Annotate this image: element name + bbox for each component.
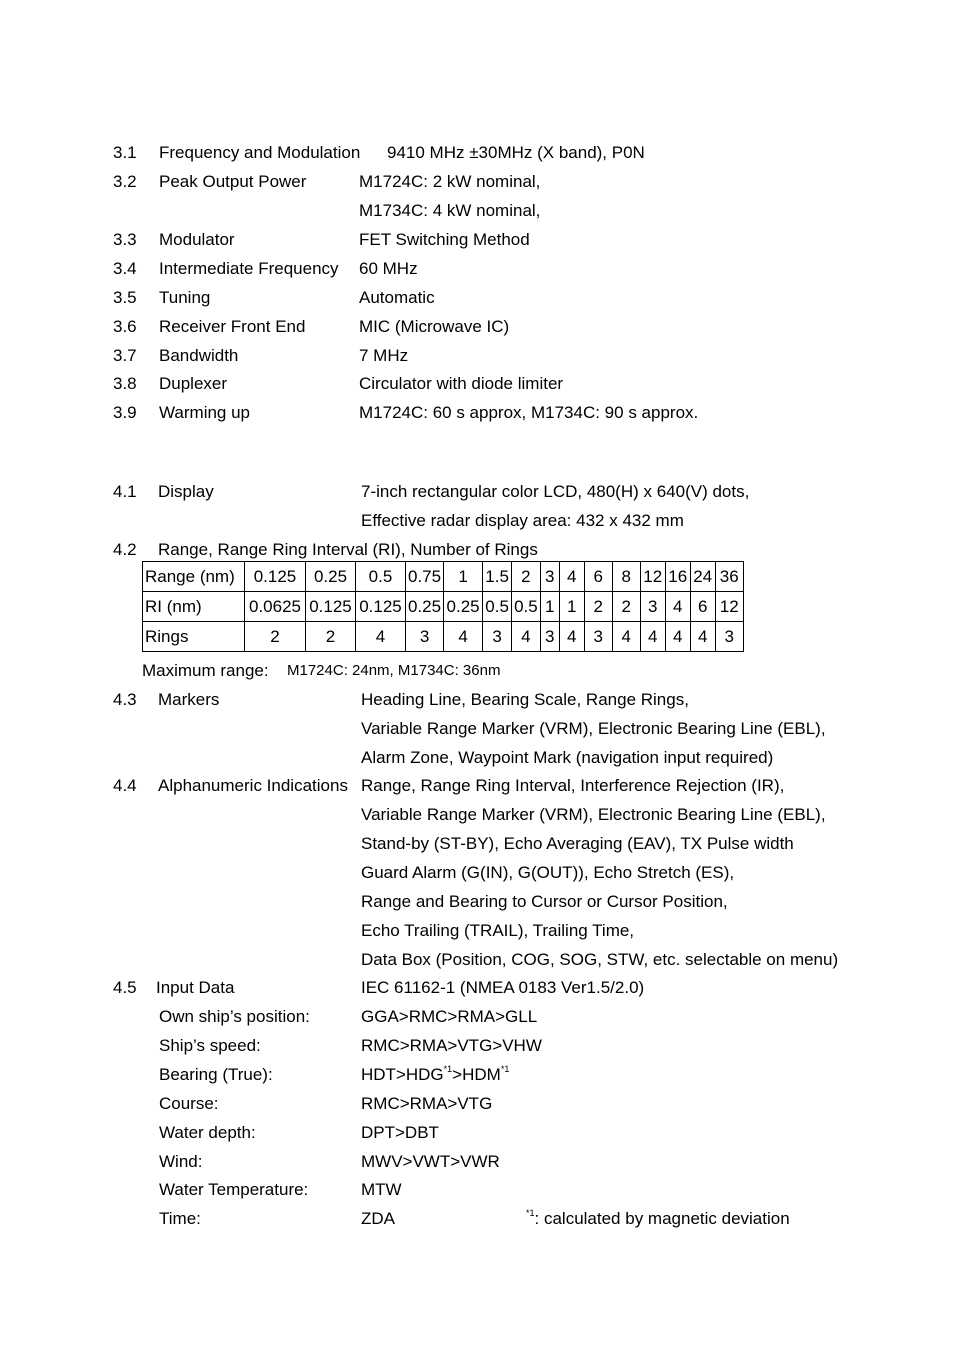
- max-range-value: M1724C: 24nm, M1734C: 36nm: [287, 662, 501, 679]
- spec-label: Input Data: [156, 978, 235, 997]
- table-cell: 4: [665, 592, 690, 622]
- table-cell: 4: [690, 622, 715, 652]
- spec-value: Guard Alarm (G(IN), G(OUT)), Echo Stretch (ES),: [361, 863, 735, 882]
- row-header: RI (nm): [143, 592, 245, 622]
- spec-label: Bandwidth: [159, 346, 239, 365]
- table-cell: 0.5: [356, 562, 406, 592]
- spec-label: Markers: [158, 690, 220, 709]
- input-value: RMC>RMA>VTG: [361, 1094, 493, 1113]
- spec-value: Heading Line, Bearing Scale, Range Rings,: [361, 690, 689, 709]
- input-value: MWV>VWT>VWR: [361, 1152, 500, 1171]
- table-cell: 0.5: [512, 592, 541, 622]
- table-cell: 4: [665, 622, 690, 652]
- table-cell: 4: [559, 562, 584, 592]
- range-table: [142, 561, 744, 652]
- spec-number: 4.3: [113, 690, 137, 709]
- footnote: [526, 1209, 790, 1229]
- input-value: DPT>DBT: [361, 1123, 439, 1142]
- input-label: Ship’s speed:: [159, 1036, 261, 1055]
- spec-value: 9410 MHz ±30MHz (X band), P0N: [387, 143, 645, 162]
- input-label: Time:: [159, 1209, 201, 1228]
- spec-value: Range and Bearing to Cursor or Cursor Position,: [361, 892, 728, 911]
- table-cell: 0.25: [444, 592, 483, 622]
- table-cell: 2: [612, 592, 640, 622]
- table-cell: 3: [715, 622, 743, 652]
- spec-value: Range, Range Ring Interval, Interference Rejection (IR),: [361, 776, 785, 795]
- table-cell: 3: [540, 562, 559, 592]
- footnote-mark: *1: [526, 1208, 535, 1218]
- input-label: Course:: [159, 1094, 219, 1113]
- spec-label: Alphanumeric Indications: [158, 776, 348, 795]
- table-cell: 0.125: [306, 592, 356, 622]
- table-cell: 0.125: [245, 562, 306, 592]
- input-value: GGA>RMC>RMA>GLL: [361, 1007, 538, 1026]
- table-cell: 0.5: [483, 592, 512, 622]
- table-cell: 4: [612, 622, 640, 652]
- spec-value: Variable Range Marker (VRM), Electronic Bearing Line (EBL),: [361, 805, 826, 824]
- table-cell: 3: [483, 622, 512, 652]
- spec-value: Variable Range Marker (VRM), Electronic Bearing Line (EBL),: [361, 719, 826, 738]
- spec-number: 3.5: [113, 288, 137, 307]
- table-cell: 4: [444, 622, 483, 652]
- input-value: RMC>RMA>VTG>VHW: [361, 1036, 542, 1055]
- spec-number: 4.5: [113, 978, 137, 997]
- table-cell: 3: [406, 622, 444, 652]
- spec-label: Modulator: [159, 230, 235, 249]
- table-cell: 2: [306, 622, 356, 652]
- table-cell: 3: [584, 622, 612, 652]
- table-row: [143, 562, 744, 592]
- spec-label: Intermediate Frequency: [159, 259, 339, 278]
- table-cell: 4: [512, 622, 541, 652]
- table-cell: 3: [640, 592, 665, 622]
- input-label: Bearing (True):: [159, 1065, 273, 1084]
- table-cell: 16: [665, 562, 690, 592]
- table-cell: 24: [690, 562, 715, 592]
- table-cell: 0.75: [406, 562, 444, 592]
- footnote-text: : calculated by magnetic deviation: [534, 1209, 790, 1228]
- input-label: Water Temperature:: [159, 1180, 309, 1199]
- footnote-ref: *1: [500, 1064, 510, 1074]
- spec-number: 3.7: [113, 346, 137, 365]
- table-cell: 2: [245, 622, 306, 652]
- table-cell: 1: [540, 592, 559, 622]
- spec-label: Range, Range Ring Interval (RI), Number of Rings: [158, 540, 538, 559]
- table-cell: 36: [715, 562, 743, 592]
- table-cell: 2: [512, 562, 541, 592]
- input-value: ZDA: [361, 1209, 395, 1228]
- spec-value: 7-inch rectangular color LCD, 480(H) x 640(V) dots,: [361, 482, 750, 501]
- spec-value: Effective radar display area: 432 x 432 mm: [361, 511, 684, 530]
- footnote-ref: *1: [443, 1064, 453, 1074]
- input-label: Water depth:: [159, 1123, 256, 1142]
- spec-value: M1724C: 60 s approx, M1734C: 90 s approx.: [359, 403, 699, 422]
- row-header: Rings: [143, 622, 245, 652]
- table-cell: 12: [715, 592, 743, 622]
- table-cell: 6: [690, 592, 715, 622]
- spec-value: Data Box (Position, COG, SOG, STW, etc. selectable on menu): [361, 950, 839, 969]
- spec-value: Automatic: [359, 288, 435, 307]
- spec-value: Echo Trailing (TRAIL), Trailing Time,: [361, 921, 635, 940]
- table-cell: 6: [584, 562, 612, 592]
- spec-value: M1734C: 4 kW nominal,: [359, 201, 541, 220]
- table-row: [143, 622, 744, 652]
- spec-value: FET Switching Method: [359, 230, 530, 249]
- spec-number: 3.8: [113, 374, 137, 393]
- input-value-part: HDT>HDG: [361, 1065, 444, 1084]
- table-cell: 8: [612, 562, 640, 592]
- spec-number: 3.9: [113, 403, 137, 422]
- table-cell: 4: [640, 622, 665, 652]
- spec-value: IEC 61162-1 (NMEA 0183 Ver1.5/2.0): [361, 978, 645, 997]
- table-cell: 1: [444, 562, 483, 592]
- spec-number: 3.6: [113, 317, 137, 336]
- spec-label: Tuning: [159, 288, 211, 307]
- input-value-part: >HDM: [452, 1065, 501, 1084]
- input-label: Own ship’s position:: [159, 1007, 310, 1026]
- spec-number: 4.4: [113, 776, 137, 795]
- spec-number: 3.4: [113, 259, 137, 278]
- spec-number: 3.1: [113, 143, 137, 162]
- table-cell: 4: [356, 622, 406, 652]
- table-cell: 1: [559, 592, 584, 622]
- spec-label: Frequency and Modulation: [159, 143, 361, 162]
- spec-value: Stand-by (ST-BY), Echo Averaging (EAV), TX Pulse width: [361, 834, 794, 853]
- spec-number: 3.2: [113, 172, 137, 191]
- table-cell: 4: [559, 622, 584, 652]
- table-row: [143, 592, 744, 622]
- table-cell: 0.125: [356, 592, 406, 622]
- max-range-label: Maximum range:: [142, 661, 269, 680]
- table-cell: 3: [540, 622, 559, 652]
- table-cell: 1.5: [483, 562, 512, 592]
- table-cell: 0.25: [306, 562, 356, 592]
- spec-value: MIC (Microwave IC): [359, 317, 510, 336]
- spec-value: 60 MHz: [359, 259, 418, 278]
- spec-number: 4.2: [113, 540, 137, 559]
- row-header: Range (nm): [143, 562, 245, 592]
- spec-value: Alarm Zone, Waypoint Mark (navigation input required): [361, 748, 774, 767]
- input-value: MTW: [361, 1180, 402, 1199]
- table-cell: 2: [584, 592, 612, 622]
- spec-label: Receiver Front End: [159, 317, 306, 336]
- table-cell: 0.25: [406, 592, 444, 622]
- spec-value: Circulator with diode limiter: [359, 374, 564, 393]
- spec-label: Display: [158, 482, 214, 501]
- table-cell: 0.0625: [245, 592, 306, 622]
- spec-label: Duplexer: [159, 374, 228, 393]
- spec-value: 7 MHz: [359, 346, 409, 365]
- input-value: [361, 1065, 509, 1085]
- spec-number: 3.3: [113, 230, 137, 249]
- spec-value: M1724C: 2 kW nominal,: [359, 172, 541, 191]
- spec-number: 4.1: [113, 482, 137, 501]
- table-cell: 12: [640, 562, 665, 592]
- spec-label: Peak Output Power: [159, 172, 307, 191]
- spec-label: Warming up: [159, 403, 251, 422]
- input-label: Wind:: [159, 1152, 203, 1171]
